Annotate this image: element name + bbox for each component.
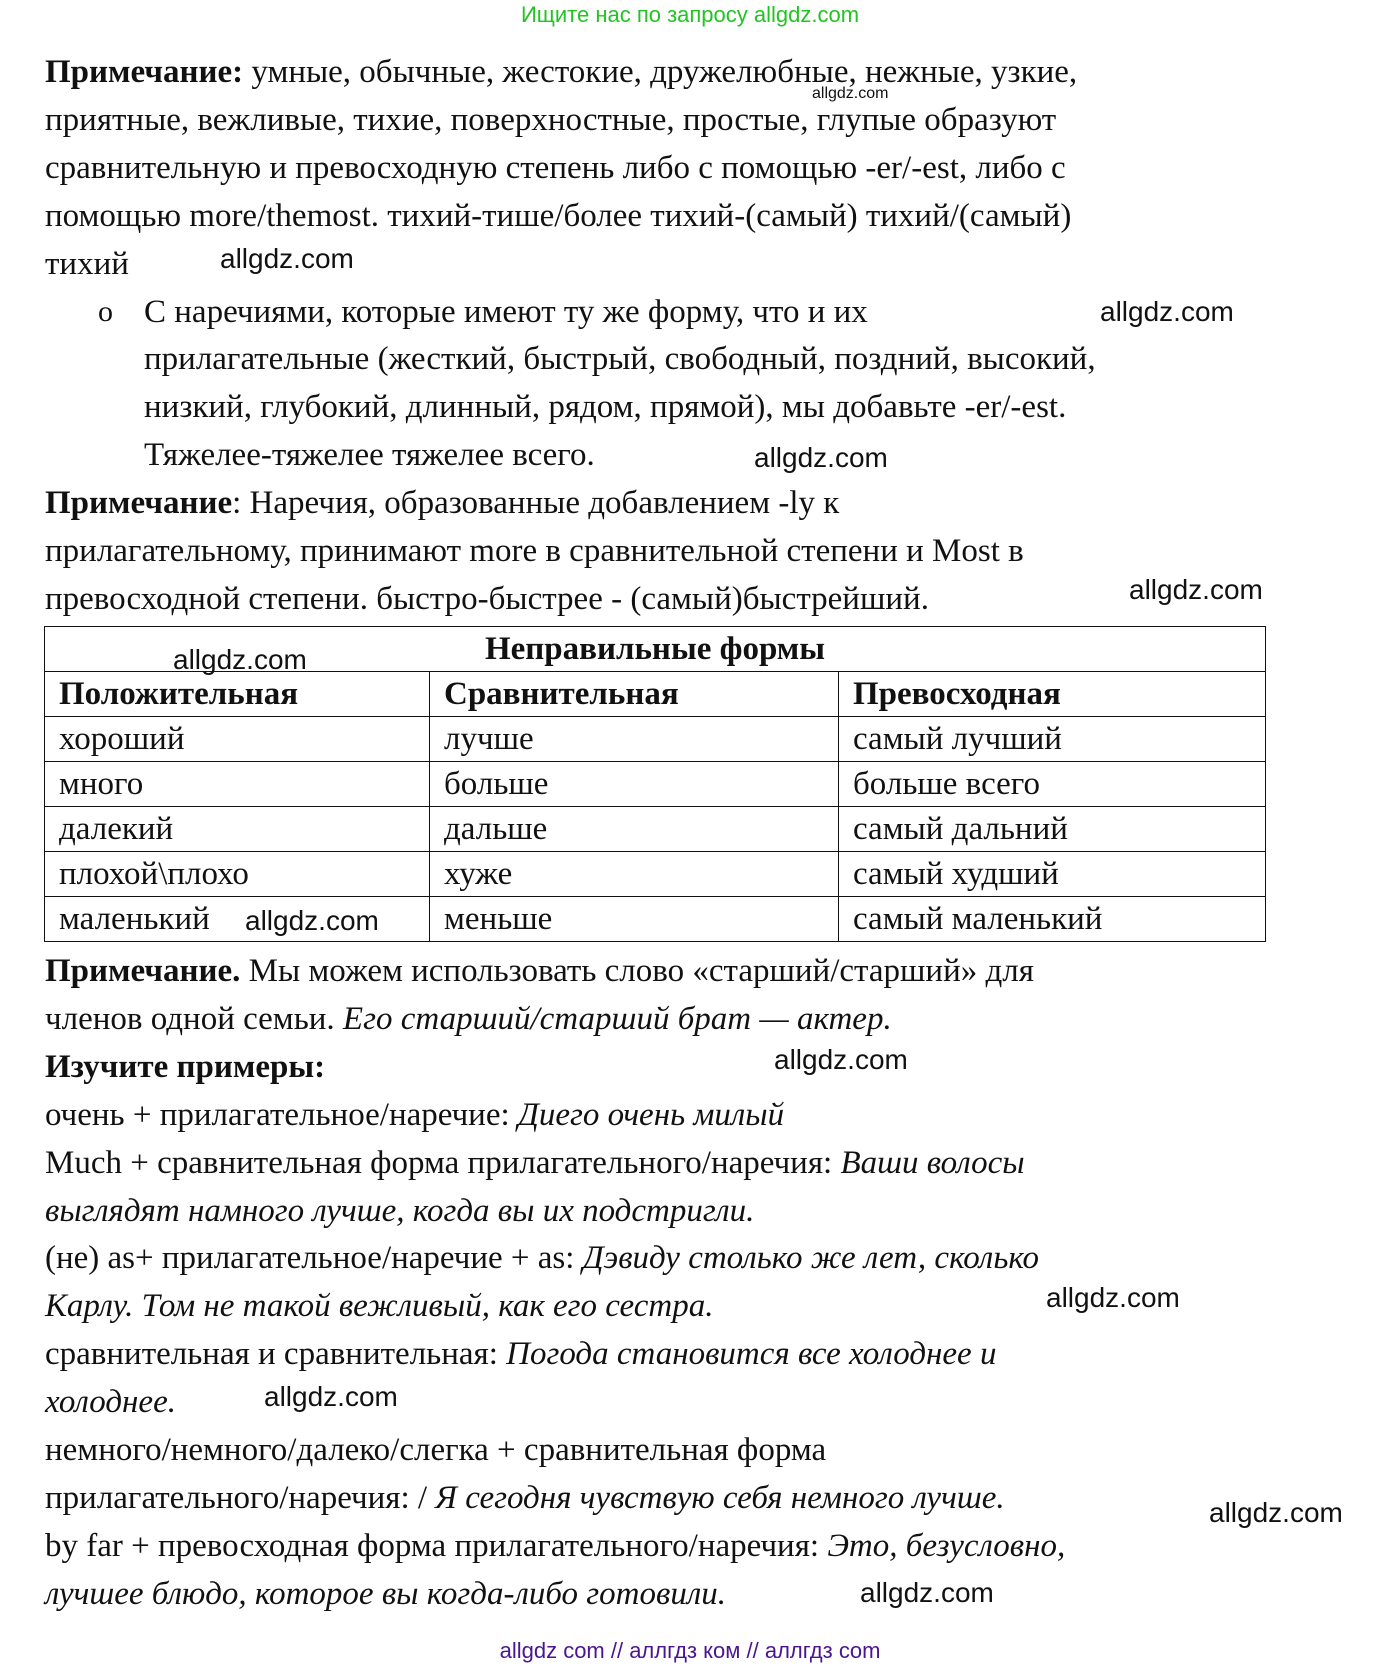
bold-label: Примечание:: [45, 54, 244, 90]
table-row: [45, 897, 1266, 942]
table-cell: больше всего: [839, 762, 1266, 807]
text-line: [45, 1526, 1065, 1566]
table-row: [45, 717, 1266, 762]
text: by far + превосходная форма прилагательного/наречия:: [45, 1527, 828, 1564]
text-line: [45, 1095, 784, 1135]
table-cell: самый худший: [839, 852, 1266, 897]
italic-example: Его старший/старший брат — актер.: [342, 1000, 892, 1037]
table-row: [45, 852, 1266, 897]
text-line: [144, 339, 1096, 379]
italic-example: Карлу. Том не такой вежливый, как его сестра.: [45, 1288, 714, 1325]
text-line: [45, 483, 839, 523]
text-line: [45, 52, 1077, 92]
watermark: allgdz.com: [754, 442, 888, 473]
table-cell: дальше: [430, 807, 839, 852]
text-line: [45, 244, 129, 284]
watermark: allgdz.com: [264, 1381, 398, 1412]
watermark: allgdz.com: [860, 1577, 994, 1608]
bold-label: Примечание: [45, 485, 233, 522]
text: прилагательные (жесткий, быстрый, свободный, поздний, высокий,: [144, 341, 1096, 378]
text: Мы можем использовать слово «старший/старший» для: [240, 953, 1034, 989]
table-cell: хуже: [430, 852, 839, 897]
text-line: [45, 1047, 325, 1087]
text-line: [45, 999, 892, 1039]
text: членов одной семьи.: [45, 1000, 343, 1037]
watermark: allgdz.com: [812, 85, 889, 102]
watermark: allgdz.com: [1046, 1282, 1180, 1313]
text-line: [45, 1238, 1039, 1278]
bullet-marker: o: [98, 295, 113, 328]
italic-example: лучшее блюдо, которое вы когда-либо готовили.: [45, 1575, 726, 1612]
watermark: allgdz.com: [220, 243, 354, 274]
text-line: [45, 100, 1056, 140]
text-line: [45, 579, 929, 619]
table-row: [45, 807, 1266, 852]
site-banner: Ищите нас по запросу allgdz.com: [520, 2, 860, 27]
table-cell: самый маленький: [839, 897, 1266, 942]
watermark: allgdz.com: [1209, 1497, 1343, 1528]
text-line: [45, 1430, 826, 1470]
italic-example: Дэвиду столько же лет, сколько: [582, 1240, 1040, 1277]
watermark: allgdz.com: [245, 905, 379, 936]
text: низкий, глубокий, длинный, рядом, прямой), мы добавьте -er/-est.: [144, 389, 1067, 426]
text: С наречиями, которые имеют ту же форму, что и их: [144, 293, 868, 330]
watermark: allgdz.com: [173, 644, 307, 675]
bold-label: Примечание.: [45, 953, 241, 989]
watermark: allgdz.com: [1100, 296, 1234, 327]
bold-label: Изучите примеры:: [45, 1048, 326, 1085]
text-line: [45, 1478, 1005, 1518]
text: очень + прилагательное/наречие:: [45, 1096, 518, 1133]
text-line: [45, 148, 1066, 188]
text-line: [144, 435, 595, 475]
text-line: [45, 196, 1071, 236]
text: прилагательного/наречия: /: [45, 1479, 436, 1516]
text: (не) as+ прилагательное/наречие + as:: [45, 1240, 583, 1277]
text-line: [45, 951, 1034, 991]
text-line: [45, 1143, 1025, 1183]
table-cell: маленький: [45, 897, 430, 942]
table-cell: меньше: [430, 897, 839, 942]
table-cell: больше: [430, 762, 839, 807]
table-cell: плохой\плохо: [45, 852, 430, 897]
text: помощью more/themost. тихий-тише/более тихий-(самый) тихий/(самый): [45, 197, 1072, 234]
italic-example: холоднее.: [45, 1384, 176, 1421]
text: приятные, вежливые, тихие, поверхностные, простые, глупые образуют: [45, 101, 1057, 138]
text-line: [45, 1382, 176, 1422]
italic-example: Диего очень милый: [517, 1096, 785, 1133]
text: тихий: [45, 245, 129, 282]
text-line: [45, 1334, 996, 1374]
table-cell: хороший: [45, 717, 430, 762]
italic-example: Ваши волосы: [840, 1144, 1025, 1181]
table-cell: самый лучший: [839, 717, 1266, 762]
text: превосходной степени. быстро-быстрее - (самый)быстрейший.: [45, 580, 929, 617]
text-line: [144, 387, 1066, 427]
table-cell: далекий: [45, 807, 430, 852]
text: немного/немного/далеко/слегка + сравнительная форма: [45, 1432, 827, 1468]
italic-example: Погода становится все холоднее и: [506, 1336, 997, 1373]
table-title: Неправильные формы: [45, 627, 1266, 672]
italic-example: выглядят намного лучше, когда вы их подстригли.: [45, 1192, 755, 1229]
text: сравнительная и сравнительная:: [45, 1336, 507, 1373]
text: Much + сравнительная форма прилагательного/наречия:: [45, 1144, 841, 1181]
italic-example: Это, безусловно,: [827, 1527, 1066, 1564]
text-line: [144, 292, 868, 332]
text: : Наречия, образованные добавлением -ly к: [232, 485, 840, 522]
text: сравнительную и превосходную степень либо с помощью -er/-est, либо с: [45, 149, 1066, 186]
text: прилагательному, принимают more в сравнительной степени и Most в: [45, 533, 1024, 569]
text: Тяжелее-тяжелее тяжелее всего.: [144, 437, 595, 474]
watermark: allgdz.com: [1129, 574, 1263, 605]
table-row: [45, 762, 1266, 807]
text-line: [45, 1286, 713, 1326]
text-line: [45, 531, 1024, 571]
table-cell: лучше: [430, 717, 839, 762]
watermark: allgdz.com: [774, 1044, 908, 1075]
text: умные, обычные, жестокие, дружелюбные, нежные, узкие,: [243, 54, 1078, 90]
text-line: [45, 1574, 726, 1614]
table-cell: много: [45, 762, 430, 807]
column-header: Превосходная: [839, 672, 1266, 717]
italic-example: Я сегодня чувствую себя немного лучше.: [435, 1479, 1005, 1516]
table-cell: самый дальний: [839, 807, 1266, 852]
text-line: [45, 1191, 754, 1231]
column-header: Положительная: [45, 672, 430, 717]
column-header: Сравнительная: [430, 672, 839, 717]
footer: allgdz com // аллгдз ком // аллгдз com: [499, 1638, 881, 1663]
